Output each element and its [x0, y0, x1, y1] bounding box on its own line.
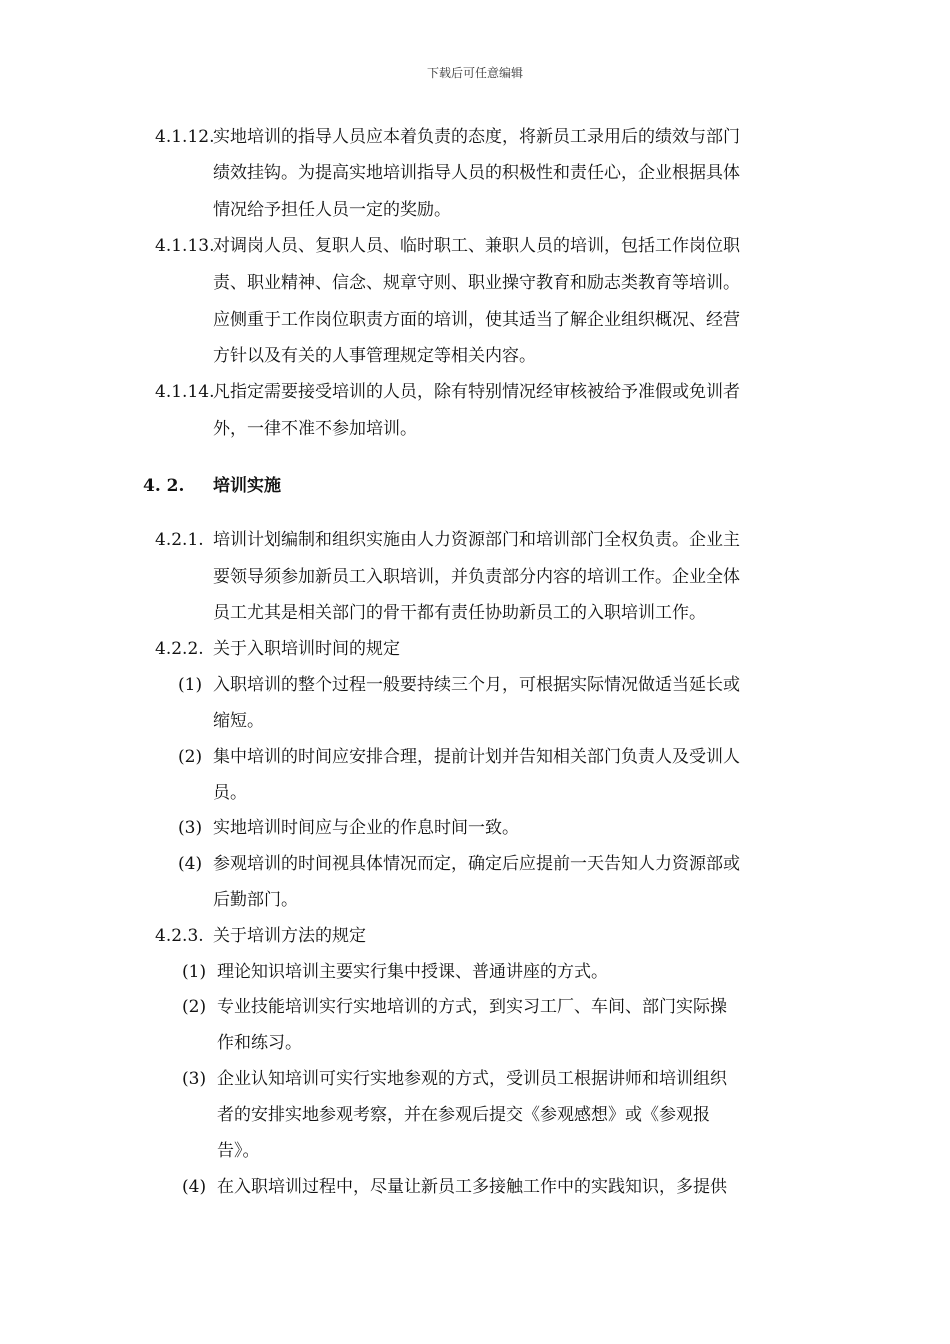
item-text-line: 实地培训的指导人员应本着负责的态度，将新员工录用后的绩效与部门: [213, 127, 740, 147]
list-number: (2): [178, 747, 203, 767]
item-text-line: 者的安排实地参观考察，并在参观后提交《参观感想》或《参观报: [217, 1105, 710, 1125]
item-text-line: 作和练习。: [217, 1033, 302, 1053]
item-text-line: 对调岗人员、复职人员、临时职工、兼职人员的培训，包括工作岗位职: [213, 236, 740, 256]
list-number: (3): [182, 1069, 207, 1089]
item-number: 4.2.1.: [155, 530, 204, 550]
item-text-line: 入职培训的整个过程一般要持续三个月，可根据实际情况做适当延长或: [213, 675, 740, 695]
item-text-line: 情况给予担任人员一定的奖励。: [213, 200, 451, 220]
item-text-line: 实地培训时间应与企业的作息时间一致。: [213, 818, 519, 838]
item-text-line: 告》。: [217, 1141, 260, 1161]
item-text-line: 在入职培训过程中，尽量让新员工多接触工作中的实践知识，多提供: [217, 1177, 727, 1197]
list-number: (1): [178, 675, 203, 695]
item-text-line: 外，一律不准不参加培训。: [213, 419, 417, 439]
item-text-line: 员。: [213, 783, 247, 803]
item-text-line: 绩效挂钩。为提高实地培训指导人员的积极性和责任心，企业根据具体: [213, 163, 740, 183]
item-text-line: 员工尤其是相关部门的骨干都有责任协助新员工的入职培训工作。: [213, 603, 706, 623]
item-text-line: 要领导须参加新员工入职培训，并负责部分内容的培训工作。企业全体: [213, 567, 740, 587]
page-header: 下载后可任意编辑: [426, 66, 523, 80]
item-number: 4.2.3.: [155, 926, 204, 946]
item-text-line: 凡指定需要接受培训的人员，除有特别情况经审核被给予准假或免训者: [213, 382, 740, 402]
item-text-line: 后勤部门。: [213, 890, 298, 910]
item-text-line: 理论知识培训主要实行集中授课、普通讲座的方式。: [217, 962, 608, 982]
item-number: 4.1.13.: [155, 236, 215, 256]
item-text-line: 责、职业精神、信念、规章守则、职业操守教育和励志类教育等培训。: [213, 273, 740, 293]
section-title: 培训实施: [213, 476, 281, 496]
item-text-line: 关于入职培训时间的规定: [213, 639, 400, 659]
item-text-line: 集中培训的时间应安排合理，提前计划并告知相关部门负责人及受训人: [213, 747, 740, 767]
list-number: (4): [182, 1177, 207, 1197]
item-text-line: 关于培训方法的规定: [213, 926, 366, 946]
list-number: (2): [182, 997, 207, 1017]
item-text-line: 企业认知培训可实行实地参观的方式，受训员工根据讲师和培训组织: [217, 1069, 727, 1089]
item-text-line: 缩短。: [213, 711, 264, 731]
item-number: 4.1.14.: [155, 382, 215, 402]
item-number: 4.2.2.: [155, 639, 204, 659]
item-text-line: 方针以及有关的人事管理规定等相关内容。: [213, 346, 536, 366]
list-number: (1): [182, 962, 207, 982]
item-text-line: 专业技能培训实行实地培训的方式，到实习工厂、车间、部门实际操: [217, 997, 727, 1017]
list-number: (3): [178, 818, 203, 838]
list-number: (4): [178, 854, 203, 874]
section-number: 4. 2.: [143, 476, 185, 496]
item-text-line: 培训计划编制和组织实施由人力资源部门和培训部门全权负责。企业主: [213, 530, 740, 550]
item-number: 4.1.12.: [155, 127, 215, 147]
item-text-line: 参观培训的时间视具体情况而定，确定后应提前一天告知人力资源部或: [213, 854, 740, 874]
item-text-line: 应侧重于工作岗位职责方面的培训，使其适当了解企业组织概况、经营: [213, 310, 740, 330]
